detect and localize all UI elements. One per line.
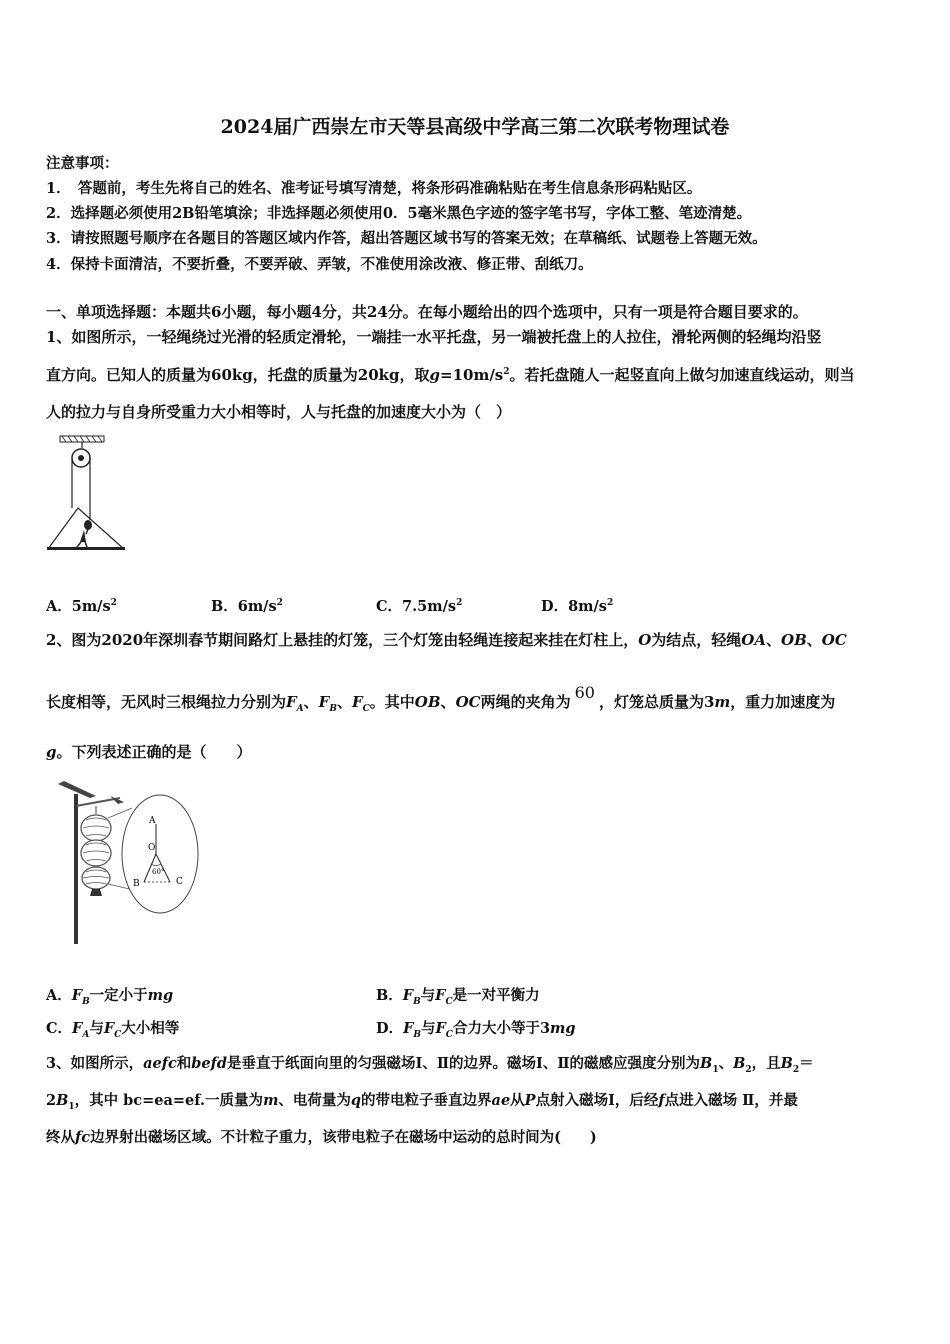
q2-fa-sub: A [296,704,304,714]
q3-b1-2: B [56,1092,69,1109]
q1-g-sup: 2 [503,367,510,377]
q2-option-d-fb: F [403,1020,414,1037]
q3-m: m [263,1092,279,1109]
q1-line2 [46,364,855,385]
q1-text-2: 。若托盘随人一起竖直向上做匀加速直线运动，则当 [509,366,855,384]
q3-sep: 、 [718,1055,734,1072]
notice-item-1: 1． 答题前，考生先将自己的姓名、准考证号填写清楚，将条形码准确粘贴在考生信息条形码粘贴区。 [46,180,702,197]
q3-b2-sub: 2 [745,1064,752,1075]
q3-text-2: 是垂直于纸面向里的匀强磁场Ⅰ、Ⅱ的边界。磁场Ⅰ、Ⅱ的磁感应强度分别为 [227,1055,701,1072]
q2-option-a-mg: mg [147,987,174,1004]
q2-option-d-label: D． [376,1020,404,1037]
section-heading: 一、单项选择题：本题共6小题，每小题4分，共24分。在每小题给出的四个选项中，只有一项是符合题目要求的。 [46,303,808,321]
q1-option-b-label: B．6m/s [211,598,277,615]
q2-option-b-label: B． [376,987,403,1004]
q2-oa: OA [741,631,767,649]
q2-text-5: 两绳的夹角为 [480,693,571,711]
q3-aefc: aefc [143,1055,177,1072]
inset-circle [122,795,198,913]
q2-ob: OB [781,631,807,649]
q2-oc-2: OC [455,693,481,711]
label-o: O [148,843,156,853]
q2-text-7: ，重力加速度为 [730,693,836,711]
q3-b1-2-sub: 1 [68,1101,75,1112]
q2-option-c-and: 与 [89,1020,104,1037]
q3-befd: befd [191,1055,228,1072]
q2-option-c-fa: F [72,1020,83,1037]
q2-option-a-text: 一定小于 [89,987,148,1004]
q2-text-3: 长度相等，无风时三根绳拉力分别为 [46,693,287,711]
q3-fc: fc [75,1129,91,1146]
q1-g-value: =10m/s [440,366,504,384]
q3-and: 和 [176,1055,192,1072]
q2-fb: F [318,693,330,711]
q2-option-b-fc: F [435,987,446,1004]
q2-text-8: 。下列表述正确的是（ ） [56,743,252,761]
q2-option-a[interactable] [46,984,173,1007]
notice-heading: 注意事项： [46,155,119,172]
q1-option-a[interactable] [46,595,117,616]
person-icon [77,520,92,547]
q2-sep: 、 [766,631,782,649]
q3-b1-sub: 1 [712,1064,719,1075]
q1-g: g [429,366,441,384]
q3-text-11: 边界射出磁场区域。不计粒子重力，该带电粒子在磁场中运动的总时间为( ) [90,1129,597,1146]
q2-text-6: ，灯笼总质量为3 [598,693,715,711]
q2-m: m [714,693,731,711]
page-title: 2024届广西崇左市天等县高级中学高三第二次联考物理试卷 [220,116,730,138]
label-b: B [133,879,140,889]
label-c: C [176,877,183,887]
notice-item-3: 3．请按照题号顺序在各题目的答题区域内作答，超出答题区域书写的答案无效；在草稿纸、试题卷上答题无效。 [46,230,767,247]
q2-angle: 60 [574,683,595,702]
q1-option-a-label: A．5m/s [46,598,111,615]
q3-eq: ＝ [799,1055,814,1072]
q2-option-b-fb-sub: B [413,996,421,1007]
q3-two: 2 [46,1092,57,1109]
q2-line1 [46,629,847,650]
q2-option-c-fc-sub: C [114,1029,122,1040]
lantern-icon [81,815,111,896]
q2-text-4: 。其中 [369,693,415,711]
q3-line2 [46,1089,798,1112]
q3-text-5: 、电荷量为 [278,1092,351,1109]
q2-option-d-and: 与 [420,1020,436,1037]
q2-option-c[interactable] [46,1017,179,1040]
q2-option-d[interactable] [376,1017,576,1040]
q2-option-c-fc: F [103,1020,115,1037]
q2-option-d-text: 合力大小等于3 [452,1020,551,1037]
q2-line3 [46,741,252,762]
q2-option-d-fb-sub: B [413,1029,421,1040]
q2-sep-3: 、 [303,693,319,711]
q2-fa: F [286,693,297,711]
q2-line2 [46,683,836,714]
q1-line1: 1、如图所示，一轻绳绕过光滑的轻质定滑轮，一端挂一水平托盘，另一端被托盘上的人拉住，滑轮两侧的轻绳均沿竖 [46,328,822,346]
q3-text-3: ，且 [751,1055,781,1072]
q1-option-d-label: D．8m/s [541,598,607,615]
q3-b2-2-sub: 2 [792,1064,800,1075]
q1-option-c-sup: 2 [456,598,463,609]
q3-text-4: ，其中 bc=ea=ef.一质量为 [74,1092,264,1109]
q3-b2-2: B [780,1055,793,1072]
q1-option-d[interactable] [541,595,613,616]
q3-text-8: 点射入磁场Ⅰ，后经 [535,1092,659,1109]
q2-option-b-fc-sub: C [445,996,453,1007]
q3-ae: ae [491,1092,511,1109]
q1-option-d-sup: 2 [606,598,614,609]
q2-option-a-f: F [71,987,83,1004]
q2-option-c-fa-sub: A [82,1029,90,1040]
q2-option-b-fb: F [402,987,414,1004]
q2-ob-2: OB [414,693,441,711]
q2-oc: OC [821,631,847,649]
q2-option-b-text: 是一对平衡力 [452,987,540,1004]
q2-fc: F [351,693,363,711]
q2-sep-5: 、 [440,693,456,711]
q2-option-c-label: C． [46,1020,73,1037]
q2-sep-2: 、 [806,631,822,649]
q3-line1 [46,1052,814,1075]
q2-g: g [46,743,57,761]
label-a: A [149,816,156,826]
q3-f: f [658,1092,665,1109]
lamp-post [74,794,78,944]
q1-option-b[interactable] [211,595,283,616]
q2-text: 2、图为2020年深圳春节期间路灯上悬挂的灯笼，三个灯笼由轻绳连接起来挂在灯柱上， [46,631,639,649]
q1-text: 直方向。已知人的质量为60kg，托盘的质量为20kg，取 [46,366,430,384]
q2-option-a-sub: B [82,996,90,1007]
q2-fc-sub: C [362,704,370,714]
q2-option-d-fc-sub: C [445,1029,453,1040]
label-angle: 60° [152,868,165,876]
q3-text-10: 终从 [46,1129,75,1146]
q3-q: q [350,1092,362,1109]
q2-sep-4: 、 [336,693,352,711]
q1-line3: 人的拉力与自身所受重力大小相等时，人与托盘的加速度大小为（ ） [46,403,512,421]
notice-item-4: 4．保持卡面清洁，不要折叠，不要弄破、弄皱，不准使用涂改液、修正带、刮纸刀。 [46,256,593,273]
q1-option-a-sup: 2 [110,598,117,609]
q3-line3 [46,1126,597,1147]
pulley-tray-figure [44,434,128,554]
q3-text-7: 从 [510,1092,525,1109]
q2-option-d-fc: F [435,1020,446,1037]
q1-option-c-label: C．7.5m/s [376,598,457,615]
q1-option-b-sup: 2 [276,598,283,609]
q2-option-a-label: A． [46,987,72,1004]
tray [47,547,125,550]
q3-text-9: 点进入磁场 Ⅱ，并最 [664,1092,798,1109]
q2-option-d-mg: mg [550,1020,576,1037]
lantern-figure [52,778,202,948]
q3-p: P [524,1092,536,1109]
q2-o: O [638,631,652,649]
notice-item-2: 2．选择题必须使用2B铅笔填涂；非选择题必须使用0．5毫米黑色字迹的签字笔书写，字体工整、笔迹清楚。 [46,205,752,222]
q3-b2: B [733,1055,746,1072]
q2-option-b[interactable] [376,984,540,1007]
q3-b1: B [700,1055,713,1072]
q2-fb-sub: B [329,704,337,714]
q3-text-6: 的带电粒子垂直边界 [361,1092,492,1109]
q1-option-c[interactable] [376,595,462,616]
q2-text-2: 为结点，轻绳 [651,631,742,649]
q2-option-b-and: 与 [420,987,436,1004]
q3-text: 3、如图所示， [46,1055,144,1072]
q2-option-c-text: 大小相等 [121,1020,180,1037]
